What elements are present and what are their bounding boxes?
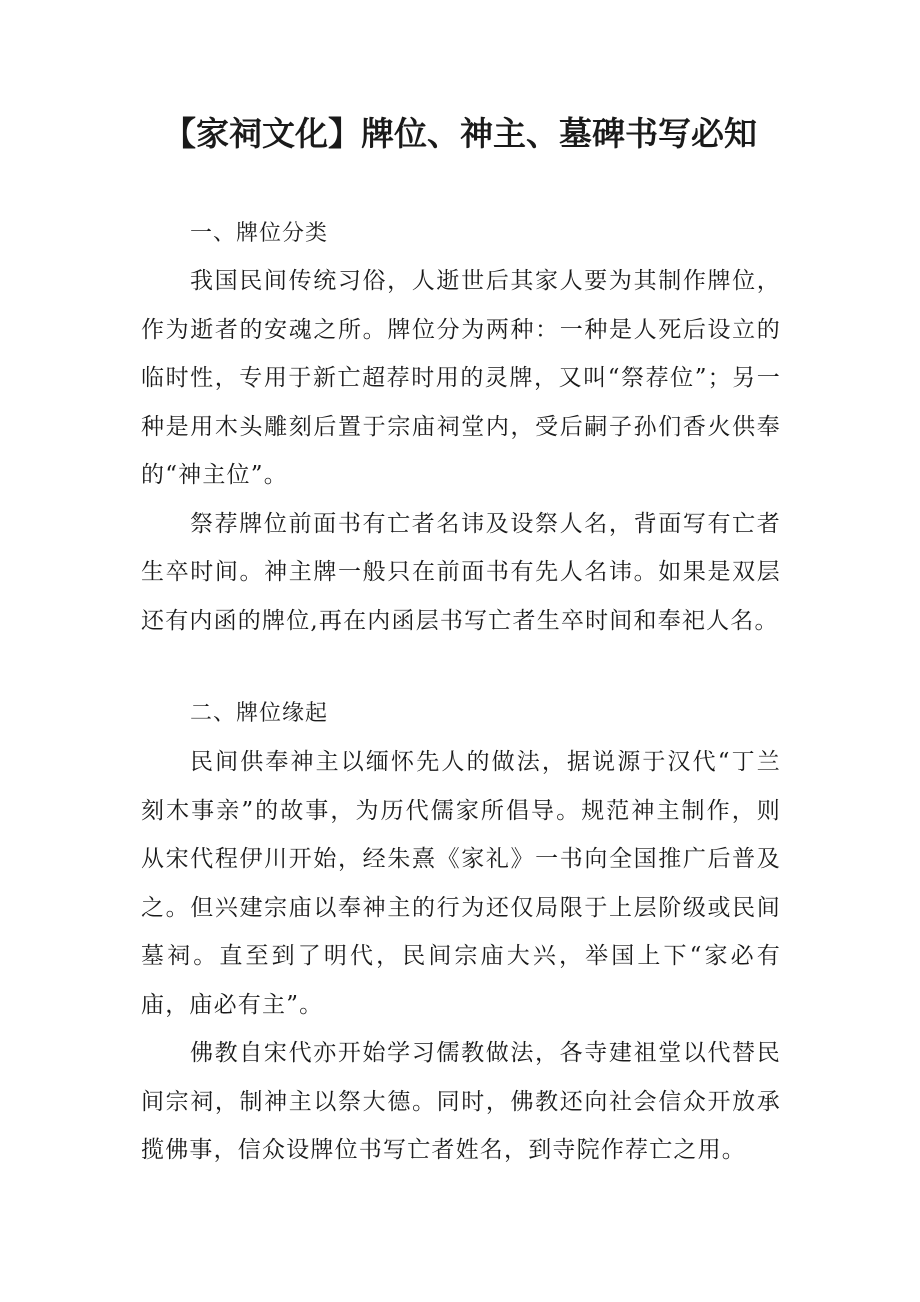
section-body-classification	[141, 257, 781, 645]
section-heading-origin: 二、牌位缘起	[190, 701, 329, 726]
section-body-origin	[141, 738, 781, 1175]
section-heading-classification: 一、牌位分类	[190, 221, 329, 246]
paragraph: 我国民间传统习俗，人逝世后其家人要为其制作牌位，作为逝者的安魂之所。牌位分为两种：一种是人死后设立的临时性，专用于新亡超荐时用的灵牌，又叫“祭荐位”；另一种是用木头雕刻后置于宗庙祠堂内，受后嗣子孙们香火供奉的“神主位”。	[141, 268, 781, 488]
document-title: 【家祠文化】牌位、神主、墓碑书写必知	[163, 114, 757, 153]
paragraph: 祭荐牌位前面书有亡者名讳及设祭人名，背面写有亡者生卒时间。神主牌一般只在前面书有先人名讳。如果是双层还有内函的牌位,再在内函层书写亡者生卒时间和奉祀人名。	[141, 510, 781, 634]
paragraph: 佛教自宋代亦开始学习儒教做法，各寺建祖堂以代替民间宗祠，制神主以祭大德。同时，佛教还向社会信众开放承揽佛事，信众设牌位书写亡者姓名，到寺院作荐亡之用。	[141, 1040, 781, 1163]
paragraph: 民间供奉神主以缅怀先人的做法，据说源于汉代“丁兰刻木事亲”的故事，为历代儒家所倡导。规范神主制作，则从宋代程伊川开始，经朱熹《家礼》一书向全国推广后普及之。但兴建宗庙以奉神主的行为还仅局限于上层阶级或民间墓祠。直至到了明代，民间宗庙大兴，举国上下“家必有庙，庙必有主”。	[141, 749, 781, 1018]
